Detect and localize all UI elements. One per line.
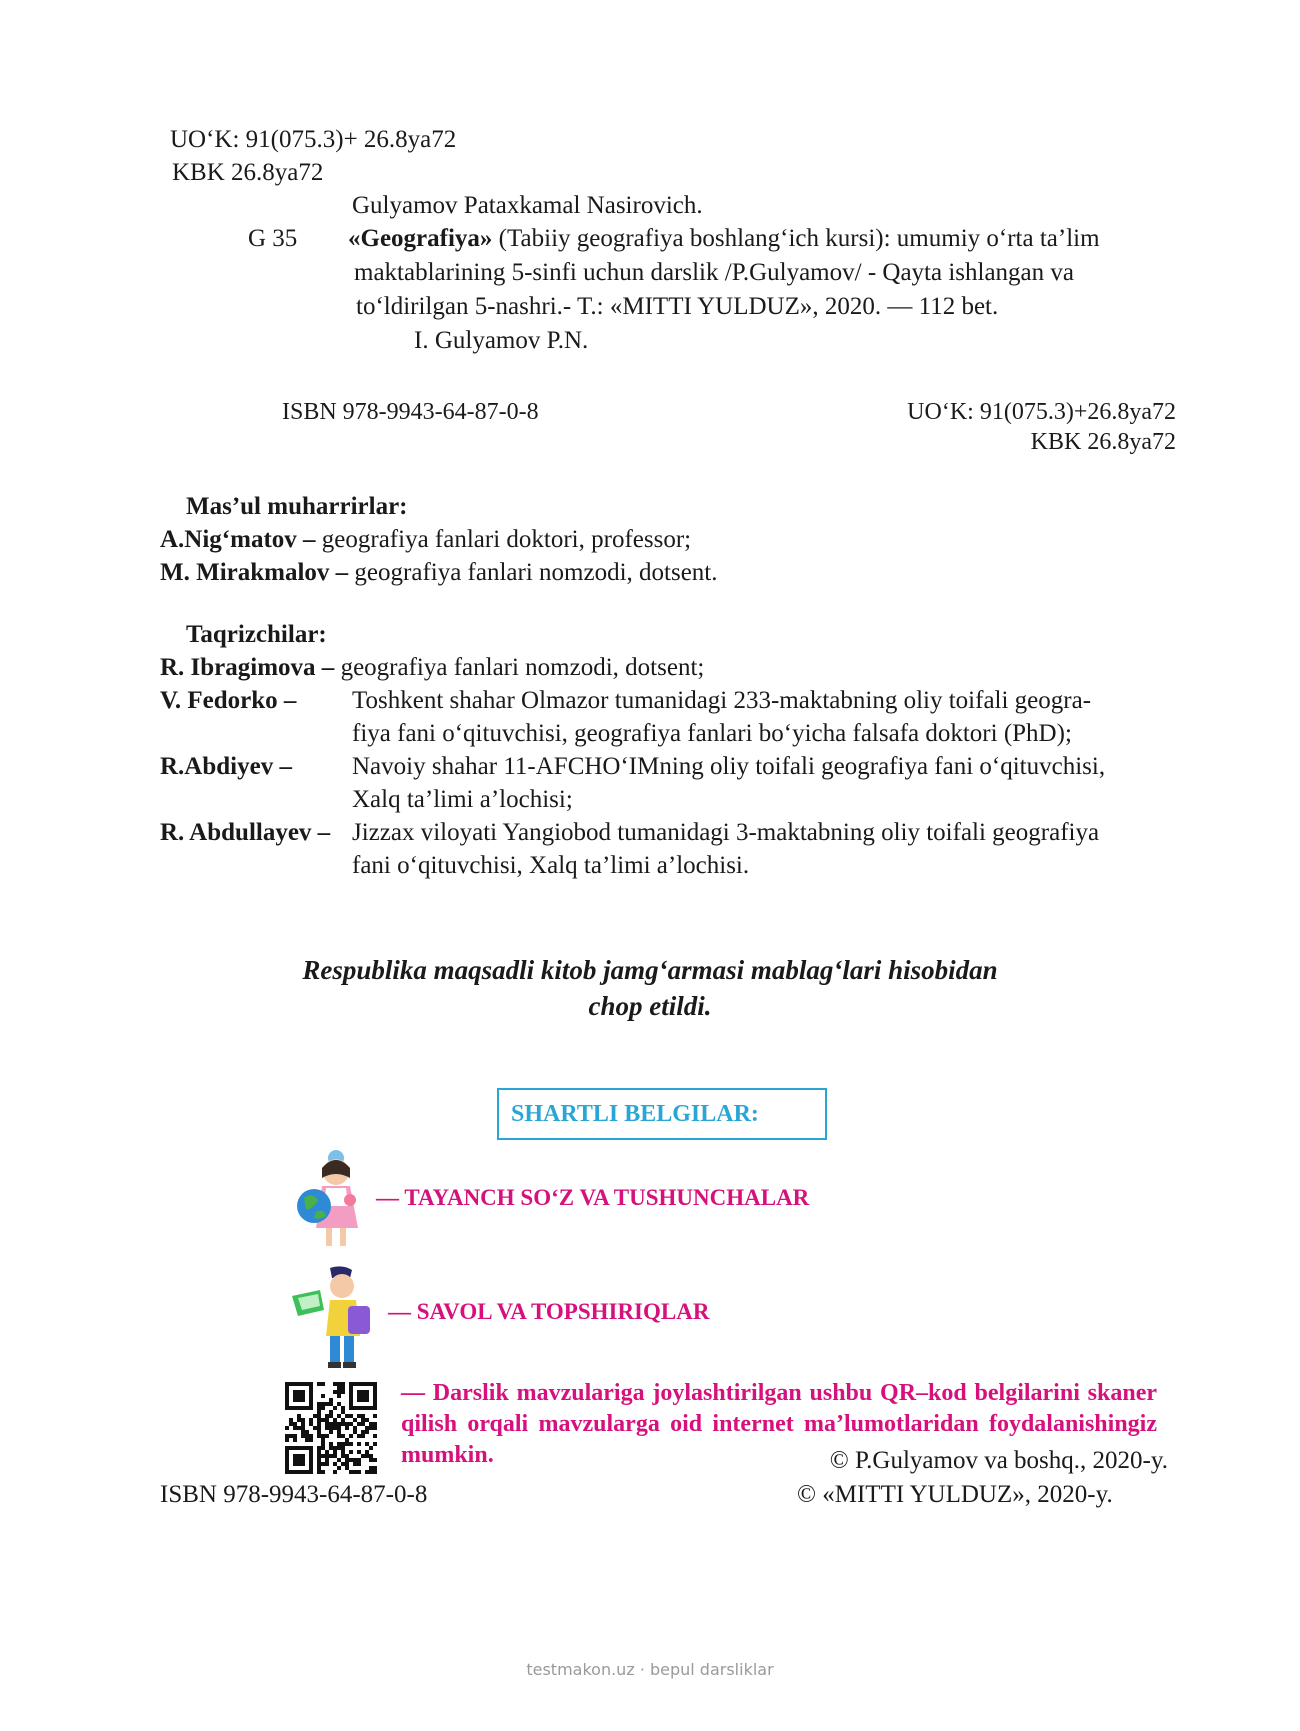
book-title-rest: (Tabiiy geografiya boshlang‘ich kursi): umumiy o‘rta ta’lim (492, 225, 1100, 252)
book-title-line3: to‘ldirilgan 5-nashri.- T.: «MITTI YULDUZ», 2020. — 112 bet. (356, 293, 999, 320)
udk-top: UO‘K: 91(075.3)+ 26.8ya72 (170, 126, 457, 153)
kbk-right: KBK 26.8ya72 (1030, 429, 1176, 455)
udk-right: UO‘K: 91(075.3)+26.8ya72 (907, 399, 1176, 425)
isbn-catalog: ISBN 978-9943-64-87-0-8 (282, 399, 539, 425)
reviewer-desc: Toshkent shahar Olmazor tumanidagi 233-maktabning oliy toifali geogra- (352, 687, 1092, 714)
legend-title-box (497, 1088, 827, 1140)
funding-note-line2: chop etildi. (588, 991, 712, 1021)
girl-globe-icon (292, 1148, 374, 1250)
editor-row (160, 556, 718, 589)
editor-desc: geografiya fanlari nomzodi, dotsent. (348, 559, 718, 586)
reviewer-desc-cont: fiya fani o‘qituvchisi, geografiya fanlari bo‘yicha falsafa doktori (PhD); (352, 720, 1072, 747)
reviewer-row (160, 816, 1100, 879)
editor-desc: geografiya fanlari doktori, professor; (315, 526, 692, 553)
qr-code-icon (285, 1382, 377, 1474)
kbk-top: KBK 26.8ya72 (172, 159, 324, 186)
legend-title: SHARTLI BELGILAR: (511, 1101, 759, 1127)
reviewer-desc: geografiya fanlari nomzodi, dotsent; (334, 654, 705, 681)
copyright-publisher: © «MITTI YULDUZ», 2020-y. (797, 1481, 1113, 1508)
funding-note-line1: Respublika maqsadli kitob jamg‘armasi mablag‘lari hisobidan (302, 955, 998, 985)
isbn-bottom: ISBN 978-9943-64-87-0-8 (160, 1481, 428, 1508)
catalog-code: G 35 (248, 225, 298, 252)
legend-keywords: — TAYANCH SO‘Z VA TUSHUNCHALAR (376, 1185, 810, 1210)
reviewer-row (160, 651, 704, 684)
legend-qr-text: — Darslik mavzulariga joylashtirilgan ushbu QR–kod belgilarini skaner qilish orqali mavzularga oid internet ma’lumotlaridan foydalanishingiz mumkin. (401, 1380, 1157, 1468)
reviewers-heading: Taqrizchilar: (186, 621, 327, 648)
reviewer-desc: Jizzax viloyati Yangiobod tumanidagi 3-maktabning oliy toifali geografiya (352, 819, 1100, 846)
copyright-author: © P.Gulyamov va boshq., 2020-y. (829, 1447, 1168, 1474)
book-author-index: I. Gulyamov P.N. (414, 327, 589, 354)
editor-row (160, 523, 691, 556)
legend-questions: — SAVOL VA TOPSHIRIQLAR (388, 1299, 710, 1324)
book-title-bold: «Geografiya» (348, 225, 493, 252)
reviewer-name: R. Abdullayev – (160, 819, 331, 846)
boy-book-icon (290, 1262, 382, 1372)
reviewer-name: R.Abdiyev – (160, 753, 292, 780)
editors-heading: Mas’ul muharrirlar: (186, 493, 408, 520)
reviewer-desc: Navoiy shahar 11-AFCHO‘IMning oliy toifali geografiya fani o‘qituvchisi, (352, 753, 1106, 780)
reviewer-desc-cont: fani o‘qituvchisi, Xalq ta’limi a’lochisi. (352, 852, 750, 879)
editor-name: M. Mirakmalov – (160, 559, 349, 586)
book-title-line2: maktablarining 5-sinfi uchun darslik /P.Gulyamov/ - Qayta ishlangan va (354, 259, 1074, 286)
footer-watermark: testmakon.uz · bepul darsliklar (526, 1660, 774, 1679)
book-title (348, 222, 1100, 255)
reviewer-row (160, 684, 1092, 747)
author: Gulyamov Pataxkamal Nasirovich. (352, 192, 703, 219)
reviewer-desc-cont: Xalq ta’limi a’lochisi; (352, 786, 573, 813)
reviewer-name: V. Fedorko – (160, 687, 297, 714)
reviewer-row (160, 750, 1106, 813)
reviewer-name: R. Ibragimova – (160, 654, 335, 681)
editor-name: A.Nig‘matov – (160, 526, 316, 553)
